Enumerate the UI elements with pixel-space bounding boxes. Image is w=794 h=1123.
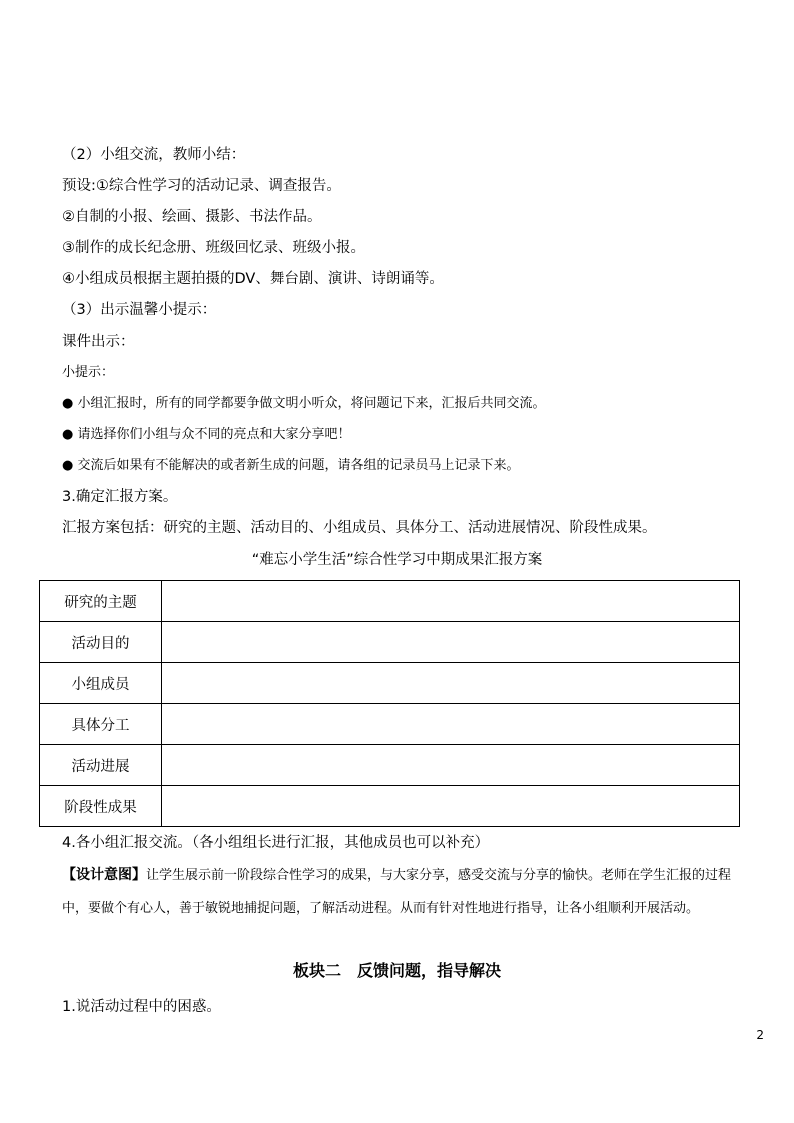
- line-courseware: 课件出示：: [62, 334, 135, 350]
- plan-table: [39, 580, 740, 827]
- table-cell-empty: [162, 663, 740, 704]
- table-row: [40, 786, 740, 827]
- line-process-confusion: 1.说活动过程中的困惑。: [62, 999, 221, 1015]
- tip-item-3: ● 交流后如果有不能解决的或者新生成的问题，请各组的记录员马上记录下来。: [62, 458, 520, 473]
- table-row-label: 具体分工: [40, 704, 162, 745]
- line-plan-contents: 汇报方案包括：研究的主题、活动目的、小组成员、具体分工、活动进展情况、阶段性成果。: [62, 520, 657, 536]
- line-preset-3: ③制作的成长纪念册、班级回忆录、班级小报。: [62, 240, 365, 256]
- table-cell-empty: [162, 622, 740, 663]
- page-number: 2: [756, 1028, 764, 1042]
- tip-item-1: ● 小组汇报时，所有的同学都要争做文明小听众，将问题记下来，汇报后共同交流。: [62, 396, 546, 411]
- table-cell-empty: [162, 704, 740, 745]
- table-row: [40, 581, 740, 622]
- design-intent-paragraph: [62, 859, 752, 925]
- design-intent-text: 让学生展示前一阶段综合性学习的成果，与大家分享，感受交流与分享的愉快。老师在学生汇报的过程中，要做个有心人，善于敏锐地捕捉问题，了解活动进程。从而有针对性地进行指导，让各小组顺利开展活动。: [62, 868, 732, 916]
- table-row: [40, 663, 740, 704]
- table-cell-empty: [162, 745, 740, 786]
- table-cell-empty: [162, 581, 740, 622]
- table-cell-empty: [162, 786, 740, 827]
- line-group-report: 4.各小组汇报交流。（各小组组长进行汇报，其他成员也可以补充）: [62, 835, 490, 851]
- line-preset-2: ②自制的小报、绘画、摄影、书法作品。: [62, 209, 322, 225]
- table-row: [40, 622, 740, 663]
- table-row-label: 活动目的: [40, 622, 162, 663]
- line-confirm-plan: 3.确定汇报方案。: [62, 489, 178, 505]
- line-preset-1: 预设:①综合性学习的活动记录、调查报告。: [62, 178, 341, 194]
- table-title: “难忘小学生活”综合性学习中期成果汇报方案: [251, 552, 543, 568]
- line-group-discussion: （2）小组交流，教师小结：: [62, 147, 246, 163]
- line-tips-heading: 小提示：: [62, 365, 115, 380]
- table-row: [40, 745, 740, 786]
- tip-item-2: ● 请选择你们小组与众不同的亮点和大家分享吧！: [62, 427, 351, 442]
- section-title: 板块二 反馈问题，指导解决: [292, 961, 501, 980]
- table-row-label: 小组成员: [40, 663, 162, 704]
- line-show-tips: （3）出示温馨小提示：: [62, 302, 217, 318]
- design-intent-label: 【设计意图】: [62, 867, 146, 883]
- table-row-label: 活动进展: [40, 745, 162, 786]
- table-row: [40, 704, 740, 745]
- table-row-label: 阶段性成果: [40, 786, 162, 827]
- table-row-label: 研究的主题: [40, 581, 162, 622]
- line-preset-4: ④小组成员根据主题拍摄的DV、舞台剧、演讲、诗朗诵等。: [62, 271, 444, 287]
